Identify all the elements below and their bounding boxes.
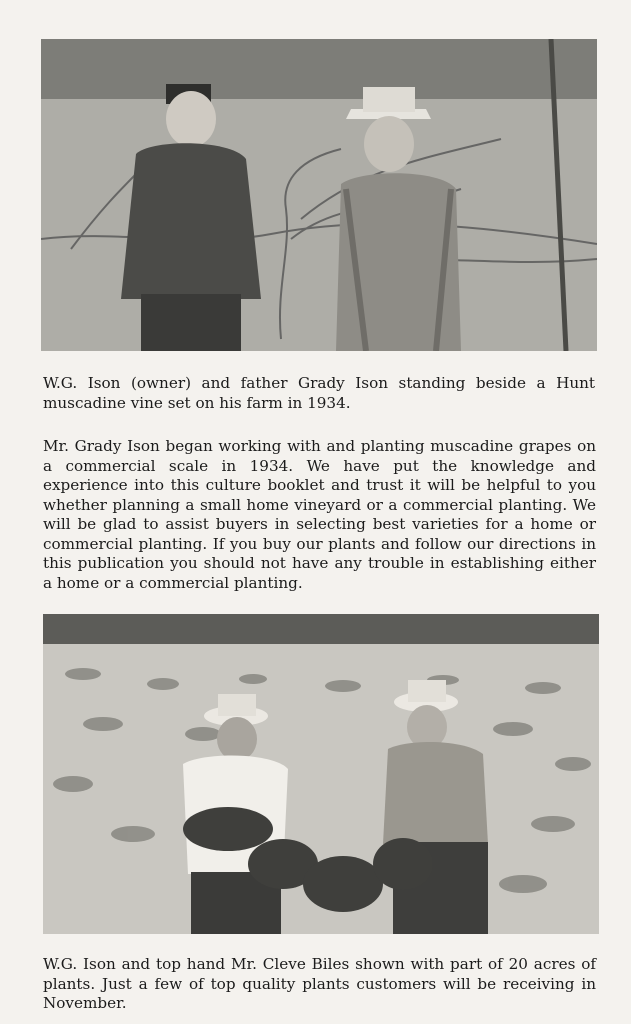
caption-bottom: W.G. Ison and top hand Mr. Cleve Biles shown with part of 20 acres of plants. Just a few of top quality plants customers will be receiving in November. [43, 955, 596, 1013]
caption-top: W.G. Ison (owner) and father Grady Ison standing beside a Hunt muscadine vine set on his farm in 1934. [43, 374, 595, 412]
photo-plant-field-icon [43, 614, 599, 934]
photo-vineyard-vine-icon [41, 39, 597, 351]
body-paragraph: Mr. Grady Ison began working with and planting muscadine grapes on a commercial scale in 1934. We have put the knowledge and experience into this culture booklet and trust it will be helpful to you whether planning a small home vineyard or a commercial planting. We will be glad to assist buyers in selecting best varieties for a home or commercial planting. If you buy our plants and follow our directions in this publication you should not have any trouble in establishing either a home or a commercial planting. [43, 437, 596, 592]
photo-plant-field [43, 614, 599, 934]
photo-vineyard-vine [41, 39, 597, 351]
